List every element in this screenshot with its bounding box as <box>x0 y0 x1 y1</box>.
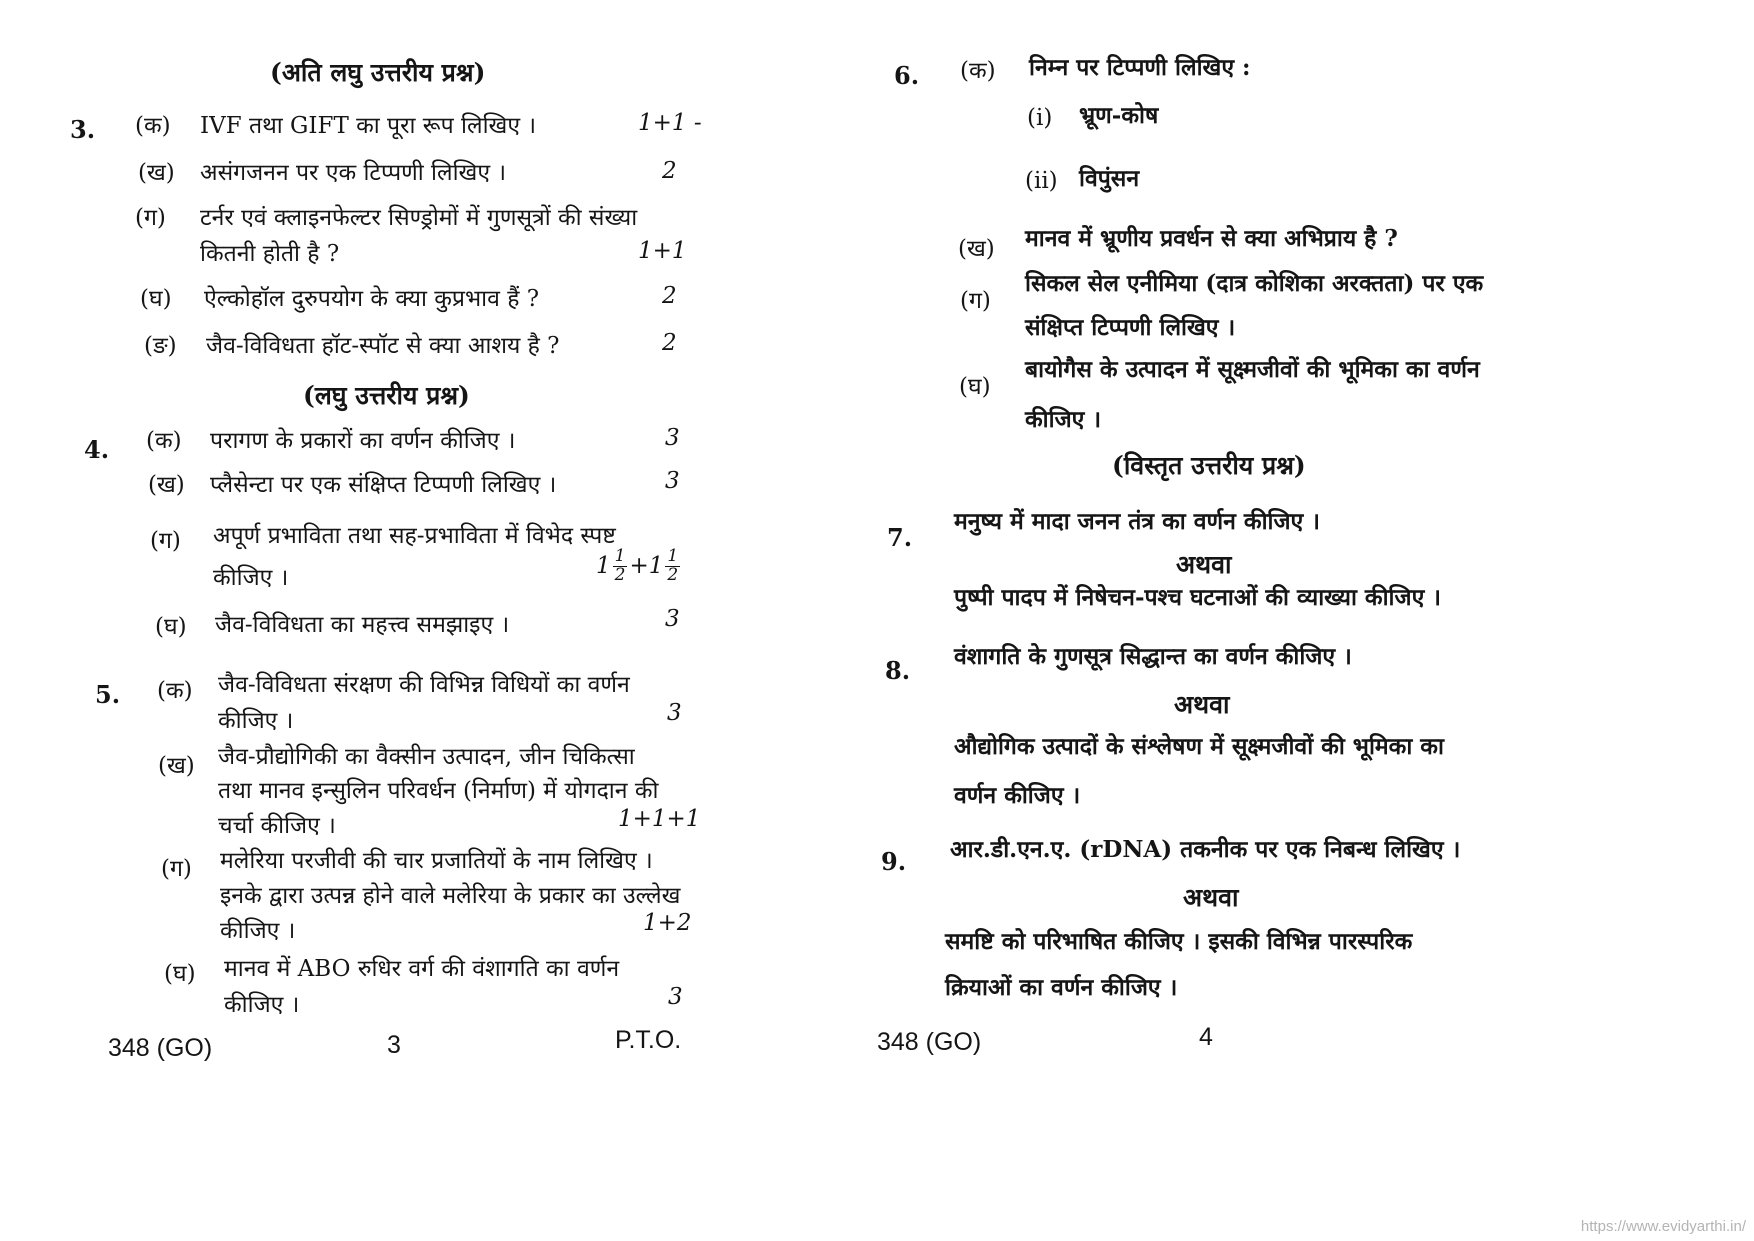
fraction-whole: 1 <box>596 553 611 580</box>
question-text: कीजिए । <box>224 992 300 1018</box>
question-text: प्लैसेन्टा पर एक संक्षिप्त टिप्पणी लिखिए । <box>210 472 557 498</box>
question-label: (घ) <box>140 286 172 312</box>
question-label: (क) <box>146 428 182 454</box>
page-number: 3 <box>387 1031 401 1059</box>
question-text: तथा मानव इन्सुलिन परिवर्धन (निर्माण) में योगदान की <box>218 778 659 804</box>
fraction-numerator: 1 <box>614 546 626 566</box>
sub-item-label: (ii) <box>1025 168 1058 194</box>
question-text: मनुष्य में मादा जनन तंत्र का वर्णन कीजिए । <box>954 508 1321 535</box>
question-text: जैव-प्रौद्योगिकी का वैक्सीन उत्पादन, जीन चिकित्सा <box>218 744 635 770</box>
section-heading-very-short: (अति लघु उत्तरीय प्रश्न) <box>270 58 486 87</box>
question-number: 5. <box>95 680 121 709</box>
question-number: 4. <box>84 435 110 464</box>
question-label: (ख) <box>158 753 195 779</box>
question-marks: 1+2 <box>643 910 692 936</box>
question-text: असंगजनन पर एक टिप्पणी लिखिए । <box>200 160 507 186</box>
question-text: बायोगैस के उत्पादन में सूक्ष्मजीवों की भूमिका का वर्णन <box>1025 356 1480 383</box>
question-text: संक्षिप्त टिप्पणी लिखिए । <box>1025 314 1236 341</box>
question-marks: 1+1+1 <box>618 806 701 832</box>
question-text: चर्चा कीजिए । <box>218 813 336 839</box>
page-right <box>877 0 1754 1241</box>
watermark-url: https://www.evidyarthi.in/ <box>1580 1218 1746 1235</box>
question-text: टर्नर एवं क्लाइनफेल्टर सिण्ड्रोमों में गुणसूत्रों की संख्या <box>200 205 638 231</box>
sub-item-text: भ्रूण-कोष <box>1079 102 1159 129</box>
question-label: (ग) <box>960 288 991 314</box>
question-alternative: समष्टि को परिभाषित कीजिए । इसकी विभिन्न पारस्परिक <box>945 928 1413 955</box>
question-label: (ख) <box>148 472 185 498</box>
question-text: वंशागति के गुणसूत्र सिद्धान्त का वर्णन कीजिए । <box>954 643 1352 670</box>
or-label: अथवा <box>1176 550 1232 579</box>
question-marks: 3 <box>667 700 682 726</box>
question-label: (क) <box>135 113 171 139</box>
question-text: आर.डी.एन.ए. (rDNA) तकनीक पर एक निबन्ध लिखिए । <box>950 836 1461 863</box>
question-text: जैव-विविधता हॉट-स्पॉट से क्या आशय है ? <box>206 333 560 359</box>
fraction-numerator: 1 <box>667 546 679 566</box>
question-text: मानव में ABO रुधिर वर्ग की वंशागति का वर्णन <box>224 956 620 982</box>
question-text: जैव-विविधता संरक्षण की विभिन्न विधियों का वर्णन <box>218 672 630 698</box>
question-label: (घ) <box>155 614 187 640</box>
question-label: (घ) <box>164 961 196 987</box>
question-label: (ग) <box>161 856 192 882</box>
question-marks: 3 <box>665 468 680 494</box>
question-number: 3. <box>70 115 96 144</box>
question-alternative: क्रियाओं का वर्णन कीजिए । <box>945 974 1178 1001</box>
question-label: (ग) <box>150 528 181 554</box>
question-text: ऐल्कोहॉल दुरुपयोग के क्या कुप्रभाव हैं ? <box>204 286 540 312</box>
question-text: कीजिए । <box>1025 406 1102 433</box>
question-text: जैव-विविधता का महत्त्व समझाइए । <box>215 612 510 638</box>
fraction-denominator: 2 <box>614 564 626 585</box>
fraction-plus-whole: +1 <box>629 553 664 580</box>
section-heading-short: (लघु उत्तरीय प्रश्न) <box>303 381 470 410</box>
page-number: 4 <box>1199 1023 1213 1051</box>
sub-item-text: विपुंसन <box>1079 165 1140 192</box>
question-text: कीजिए । <box>218 708 294 734</box>
sub-item-label: (i) <box>1027 105 1053 131</box>
question-text: कीजिए । <box>213 565 289 591</box>
question-label: (ङ) <box>144 333 177 359</box>
question-marks: 1+1 - <box>638 110 702 136</box>
question-marks: 3 <box>665 606 680 632</box>
question-text: IVF तथा GIFT का पूरा रूप लिखिए । <box>200 113 537 139</box>
question-marks: 2 <box>662 283 677 309</box>
question-label: (क) <box>960 58 996 84</box>
question-alternative: पुष्पी पादप में निषेचन-पश्च घटनाओं की व्याख्या कीजिए । <box>954 584 1442 611</box>
question-number: 6. <box>894 61 920 90</box>
question-marks: 3 <box>665 425 680 451</box>
question-marks: 2 <box>662 330 677 356</box>
question-marks-fraction <box>596 548 682 585</box>
question-number: 9. <box>881 847 907 876</box>
question-marks: 2 <box>662 158 677 184</box>
question-text: परागण के प्रकारों का वर्णन कीजिए । <box>210 428 516 454</box>
question-text: सिकल सेल एनीमिया (दात्र कोशिका अरक्तता) पर एक <box>1025 270 1484 297</box>
question-text: निम्न पर टिप्पणी लिखिए : <box>1029 54 1251 81</box>
pto-label: P.T.O. <box>615 1026 682 1054</box>
or-label: अथवा <box>1174 690 1230 719</box>
question-text: कितनी होती है ? <box>200 241 340 267</box>
question-text: अपूर्ण प्रभाविता तथा सह-प्रभाविता में विभेद स्पष्ट <box>213 523 616 549</box>
fraction <box>665 548 680 585</box>
question-marks: 3 <box>668 984 683 1010</box>
question-label: (घ) <box>959 374 991 400</box>
question-text: इनके द्वारा उत्पन्न होने वाले मलेरिया के प्रकार का उल्लेख <box>220 883 681 909</box>
question-label: (क) <box>157 678 193 704</box>
fraction-denominator: 2 <box>667 564 679 585</box>
question-label: (ग) <box>135 205 166 231</box>
section-heading-long: (विस्तृत उत्तरीय प्रश्न) <box>1112 451 1306 480</box>
question-alternative: वर्णन कीजिए । <box>954 782 1081 809</box>
question-text: कीजिए । <box>220 918 296 944</box>
fraction <box>613 548 628 585</box>
question-number: 8. <box>885 656 911 685</box>
question-label: (ख) <box>138 160 175 186</box>
question-marks: 1+1 <box>638 238 687 264</box>
question-alternative: औद्योगिक उत्पादों के संश्लेषण में सूक्ष्मजीवों की भूमिका का <box>954 733 1444 760</box>
question-text: मलेरिया परजीवी की चार प्रजातियों के नाम लिखिए । <box>220 848 653 874</box>
question-text: मानव में भ्रूणीय प्रवर्धन से क्या अभिप्राय है ? <box>1025 225 1398 252</box>
question-label: (ख) <box>958 236 995 262</box>
paper-code: 348 (GO) <box>108 1034 213 1062</box>
paper-code: 348 (GO) <box>877 1028 982 1056</box>
question-number: 7. <box>887 523 913 552</box>
or-label: अथवा <box>1183 883 1239 912</box>
